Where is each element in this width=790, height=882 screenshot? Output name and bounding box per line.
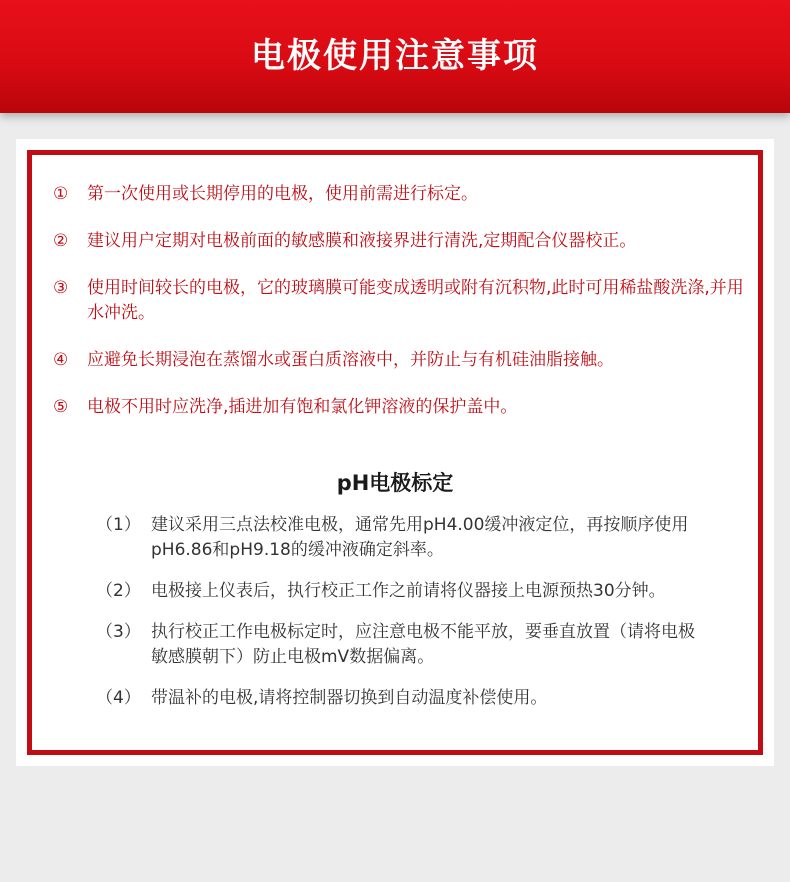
note-number: ④ xyxy=(53,350,69,370)
note-number: ① xyxy=(53,184,69,204)
step-text: 电极接上仪表后，执行校正工作之前请将仪器接上电源预热30分钟。 xyxy=(151,581,666,601)
red-frame xyxy=(27,150,763,755)
header-banner xyxy=(0,0,790,113)
list-item xyxy=(96,620,706,670)
list-item xyxy=(53,182,753,207)
step-number: （3） xyxy=(96,622,141,642)
note-number: ③ xyxy=(53,278,69,298)
note-text: 建议用户定期对电极前面的敏感膜和液接界进行清洗,定期配合仪器校正。 xyxy=(87,231,637,251)
note-number: ② xyxy=(53,231,69,251)
step-text: 执行校正工作电极标定时，应注意电极不能平放，要垂直放置（请将电极敏感膜朝下）防止电极mV数据偏离。 xyxy=(151,622,695,667)
content-panel xyxy=(16,139,774,766)
note-number: ⑤ xyxy=(53,397,69,417)
note-text: 第一次使用或长期停用的电极，使用前需进行标定。 xyxy=(87,184,478,204)
list-item xyxy=(53,348,753,373)
list-item xyxy=(53,229,753,254)
list-item xyxy=(53,395,753,420)
precautions-list xyxy=(53,182,753,442)
step-number: （4） xyxy=(96,688,141,708)
note-text: 电极不用时应洗净,插进加有饱和氯化钾溶液的保护盖中。 xyxy=(87,397,518,417)
step-text: 带温补的电极,请将控制器切换到自动温度补偿使用。 xyxy=(151,688,548,708)
step-number: （2） xyxy=(96,581,141,601)
list-item xyxy=(96,686,706,711)
step-text: 建议采用三点法校准电极，通常先用pH4.00缓冲液定位，再按顺序使用pH6.86和pH9.18的缓冲液确定斜率。 xyxy=(151,515,689,560)
page-title: 电极使用注意事项 xyxy=(251,36,539,76)
calibration-steps xyxy=(96,513,706,727)
calibration-title: pH电极标定 xyxy=(336,471,454,495)
step-number: （1） xyxy=(96,515,141,535)
list-item xyxy=(96,579,706,604)
note-text: 应避免长期浸泡在蒸馏水或蛋白质溶液中，并防止与有机硅油脂接触。 xyxy=(87,350,614,370)
list-item xyxy=(96,513,706,563)
note-text: 使用时间较长的电极，它的玻璃膜可能变成透明或附有沉积物,此时可用稀盐酸洗涤,并用水冲洗。 xyxy=(87,278,744,323)
list-item xyxy=(53,276,753,326)
